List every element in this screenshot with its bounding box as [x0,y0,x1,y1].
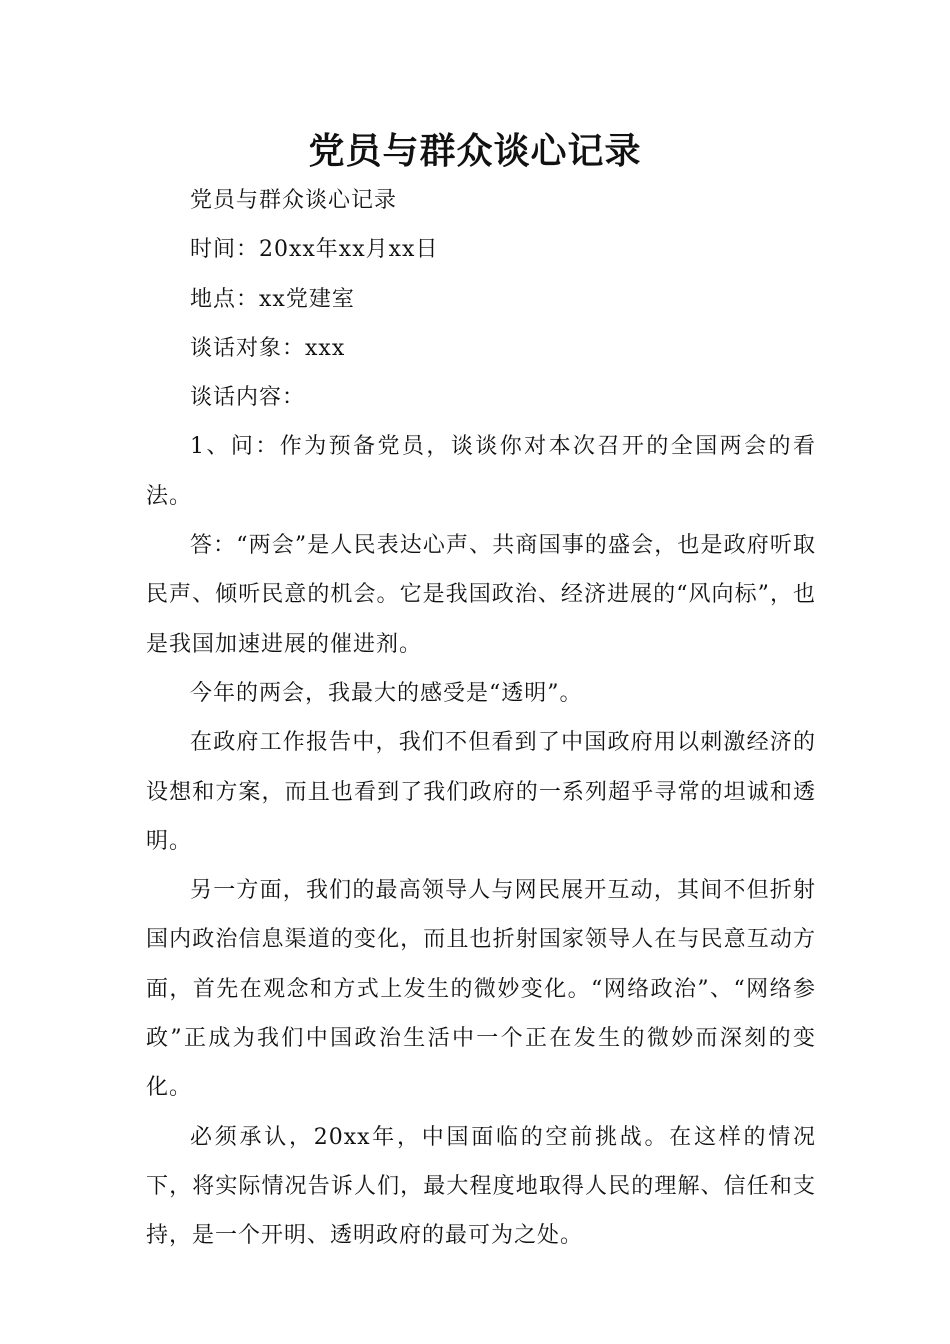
subtitle-line: 党员与群众谈心记录 [190,188,398,213]
answer-paragraph: 答：“两会”是人民表达心声、共商国事的盛会，也是政府听取民声、倾听民意的机会。它是我国政治、经济进展的“风向标”，也是我国加速进展的催进剂。 [146,533,816,657]
question-paragraph: 1、问：作为预备党员，谈谈你对本次召开的全国两会的看法。 [146,434,816,509]
body-paragraph: 必须承认，20xx年，中国面临的空前挑战。在这样的情况下，将实际情况告诉人们，最大程度地取得人民的理解、信任和支持，是一个开明、透明政府的最可为之处。 [146,1124,816,1249]
document-body [146,176,816,1261]
content-label: 谈话内容： [190,385,306,411]
interviewee-line: 谈话对象：xxx [190,335,346,361]
location-line: 地点：xx党建室 [190,286,355,312]
body-paragraph: 另一方面，我们的最高领导人与网民展开互动，其间不但折射国内政治信息渠道的变化，而且也折射国家领导人在与民意互动方面，首先在观念和方式上发生的微妙变化。“网络政治”、“网络参政”正成为我们中国政治生活中一个正在发生的微妙而深刻的变化。 [146,878,816,1101]
body-paragraph: 今年的两会，我最大的感受是“透明”。 [190,680,583,706]
document-title: 党员与群众谈心记录 [308,131,642,172]
time-line: 时间：20xx年xx月xx日 [190,237,439,263]
body-paragraph: 在政府工作报告中，我们不但看到了中国政府用以刺激经济的设想和方案，而且也看到了我们政府的一系列超乎寻常的坦诚和透明。 [146,730,816,854]
